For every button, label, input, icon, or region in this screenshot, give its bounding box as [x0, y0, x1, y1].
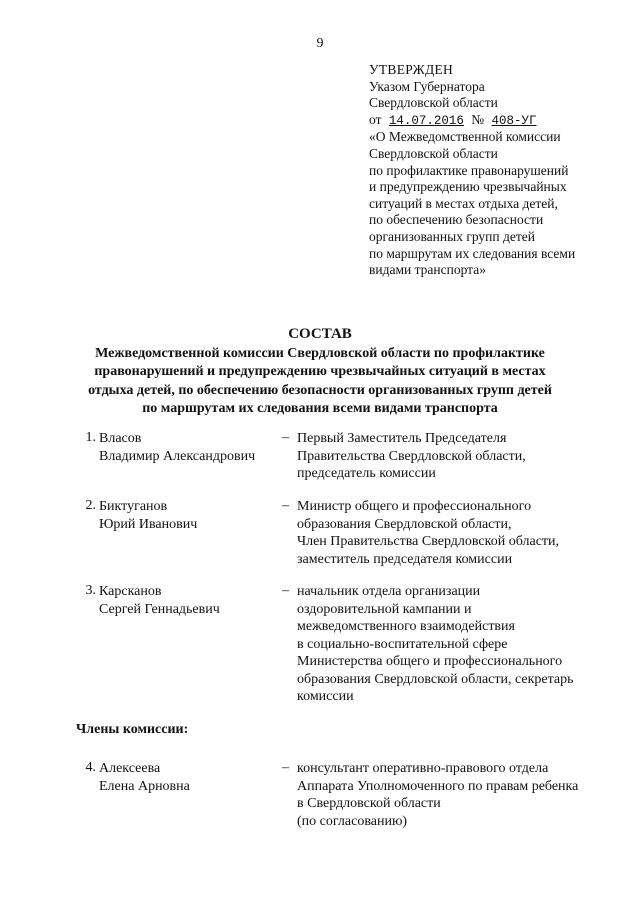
page-number: 9 [316, 36, 324, 51]
role-line: образования Свердловской области, секретарь [297, 671, 574, 687]
role-line: консультант оперативно-правового отдела [297, 761, 549, 776]
member-name [99, 760, 279, 795]
composition-subtitle-line: по маршрутам их следования всеми видами транспорта [142, 401, 498, 416]
decree-title-line: Свердловской области [369, 145, 498, 161]
member-given-names: Елена Арновна [99, 778, 190, 794]
decree-title-line: и предупреждению чрезвычайных [369, 179, 567, 195]
role-line: заместитель председателя комиссии [297, 551, 513, 567]
role-line: Министр общего и профессионального [297, 499, 532, 514]
decree-date: 14.07.2016 [388, 113, 464, 128]
decree-title-line: по обеспечению безопасности [369, 212, 544, 228]
role-line: Аппарата Уполномоченного по правам ребенка [297, 778, 579, 794]
member-name [99, 498, 279, 533]
role-line: в Свердловской области [297, 796, 441, 811]
entry-number: 4. [85, 760, 96, 775]
entry-number: 2. [85, 498, 96, 513]
decree-title-line: организованных групп детей [369, 228, 535, 244]
entry-number: 3. [85, 583, 96, 598]
member-surname: Власов [99, 431, 142, 446]
approval-stamp [369, 62, 631, 279]
member-given-names: Сергей Геннадьевич [99, 601, 220, 617]
role-line: оздоровительной кампании и [297, 601, 472, 617]
date-prefix: от [369, 111, 382, 127]
role-line: комиссии [297, 689, 354, 704]
member-surname: Алексеева [99, 761, 161, 776]
role-line: Первый Заместитель Председателя [297, 431, 507, 446]
approval-date-line [369, 112, 631, 130]
member-given-names: Юрий Иванович [99, 516, 198, 532]
member-role [297, 498, 622, 568]
role-line: Правительства Свердловской области, [297, 448, 526, 464]
member-role [297, 760, 622, 830]
decree-title-line: видами транспорта» [369, 262, 486, 278]
entry-number: 1. [85, 430, 96, 445]
member-surname: Карсканов [99, 584, 162, 599]
role-line: образования Свердловской области, [297, 516, 512, 532]
approval-line-1: Указом Губернатора [369, 78, 485, 94]
decree-title-line: «О Межведомственной комиссии [369, 129, 561, 145]
composition-subtitle-line: отдыха детей, по обеспечению безопасности организованных групп детей [88, 382, 552, 398]
decree-title-line: по профилактике правонарушений [369, 162, 569, 178]
composition-title: СОСТАВ [288, 326, 352, 342]
member-name [99, 583, 279, 618]
approval-heading: УТВЕРЖДЕН [369, 62, 454, 77]
entry-dash: – [282, 498, 289, 513]
composition-subtitle-line: Межведомственной комиссии Свердловской области по профилактике [95, 345, 545, 361]
role-line: председатель комиссии [297, 466, 436, 481]
role-line: межведомственного взаимодействия [297, 619, 515, 634]
composition-title-block [60, 325, 580, 419]
role-line: начальник отдела организации [297, 584, 481, 599]
role-line: в социально-воспитательной сфере [297, 636, 508, 652]
role-line: Член Правительства Свердловской области, [297, 534, 560, 549]
approval-line-2: Свердловской области [369, 95, 498, 111]
member-role [297, 583, 622, 706]
entry-dash: – [282, 760, 289, 775]
decree-number: 408-УГ [491, 113, 537, 128]
member-surname: Биктуганов [99, 499, 168, 514]
role-line: Министерства общего и профессионального [297, 654, 563, 669]
member-name [99, 430, 279, 465]
role-line: (по согласованию) [297, 813, 408, 829]
entry-dash: – [282, 583, 289, 598]
decree-title-line: ситуаций в местах отдыха детей, [369, 195, 558, 211]
entry-dash: – [282, 430, 289, 445]
number-sign: № [471, 111, 485, 127]
members-heading: Члены комиссии: [76, 722, 189, 737]
decree-title-line: по маршрутам их следования всеми [369, 245, 576, 261]
member-given-names: Владимир Александрович [99, 448, 256, 464]
composition-subtitle-line: правонарушений и предупреждению чрезвычайных ситуаций в местах [94, 364, 546, 379]
member-role [297, 430, 622, 483]
